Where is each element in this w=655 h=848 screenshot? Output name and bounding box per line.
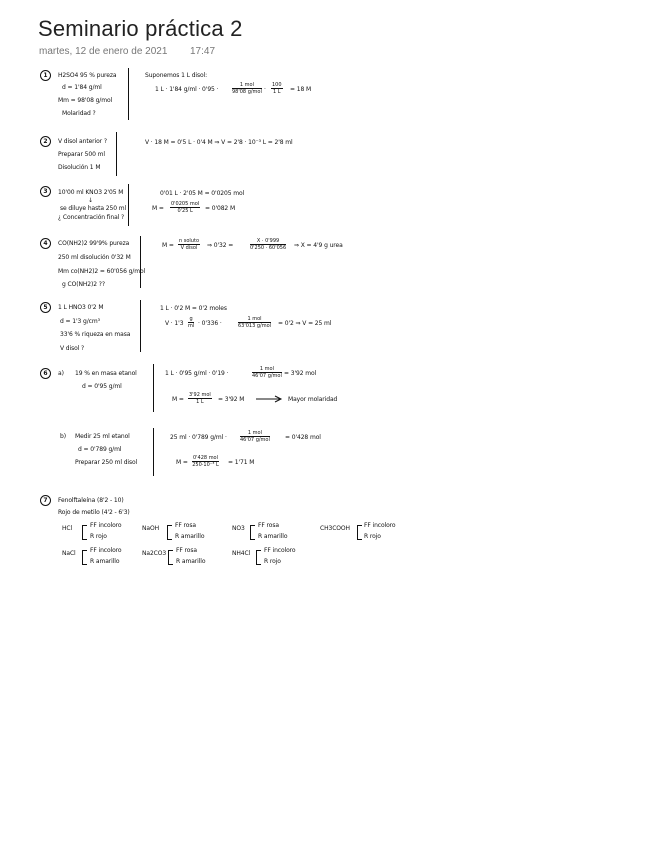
given-line: H2SO4 95 % pureza bbox=[58, 72, 117, 79]
given-line: Disolución 1 M bbox=[58, 164, 101, 171]
part-label: a) bbox=[58, 370, 64, 377]
fraction-numerator: 0'0205 mol bbox=[171, 201, 200, 207]
r-result: R rojo bbox=[90, 533, 107, 540]
work-line: ⇒ 0'32 = bbox=[207, 242, 234, 249]
result: = 18 M bbox=[290, 86, 312, 93]
fraction-denominator: ml bbox=[188, 323, 195, 329]
r-result: R amarillo bbox=[176, 558, 206, 565]
compound-label: NaCl bbox=[62, 550, 76, 557]
given-line: d = 1'84 g/ml bbox=[62, 84, 102, 91]
fraction bbox=[188, 316, 194, 329]
compound-label: CH3COOH bbox=[320, 525, 350, 532]
fraction-denominator: V disol bbox=[180, 245, 198, 251]
fraction bbox=[170, 201, 200, 214]
fraction bbox=[252, 366, 282, 379]
fraction-numerator: 1 mol bbox=[238, 316, 271, 323]
r-result: R amarillo bbox=[90, 558, 120, 565]
compound-label: NO3 bbox=[232, 525, 245, 532]
divider-line bbox=[128, 68, 129, 120]
bracket-icon bbox=[82, 525, 87, 540]
work-line: 0'01 L · 2'05 M = 0'0205 mol bbox=[160, 190, 245, 197]
annotation: Mayor molaridad bbox=[288, 396, 338, 403]
given-line: 19 % en masa etanol bbox=[75, 370, 137, 377]
work-line: M = bbox=[172, 396, 184, 403]
result: = 1'71 M bbox=[228, 459, 255, 466]
fraction-numerator: g bbox=[189, 316, 193, 322]
given-line: se diluye hasta 250 ml bbox=[60, 205, 127, 212]
fraction-numerator: 1 mol bbox=[252, 366, 282, 373]
fraction bbox=[250, 238, 286, 251]
ff-result: FF incoloro bbox=[90, 522, 122, 529]
problem-number: 2 bbox=[40, 136, 51, 147]
fraction bbox=[238, 316, 271, 329]
fraction-denominator: 98'08 g/mol bbox=[232, 89, 262, 95]
bracket-icon bbox=[256, 550, 261, 565]
fraction-denominator: 1 L bbox=[272, 89, 281, 95]
problem-number: 7 bbox=[40, 495, 51, 506]
result: ⇒ X = 4'9 g urea bbox=[294, 242, 343, 249]
given-line: V disol ? bbox=[60, 345, 85, 352]
given-line: 33'6 % riqueza en masa bbox=[60, 331, 131, 338]
work-line: V · 18 M = 0'5 L · 0'4 M ⇒ V = 2'8 · 10⁻³ L = 2'8 ml bbox=[145, 139, 293, 146]
divider-line bbox=[116, 132, 117, 176]
work-line: 25 ml · 0'789 g/ml · bbox=[170, 434, 227, 441]
problem-number: 4 bbox=[40, 238, 51, 249]
divider-line bbox=[153, 428, 154, 476]
problem-number: 6 bbox=[40, 368, 51, 379]
fraction-denominator: 1 L bbox=[196, 399, 204, 405]
work-line: M = bbox=[162, 242, 174, 249]
given-line: d = 1'3 g/cm³ bbox=[60, 318, 100, 325]
ff-result: FF rosa bbox=[175, 522, 196, 529]
ff-result: FF incoloro bbox=[90, 547, 122, 554]
given-line: V disol anterior ? bbox=[58, 138, 107, 145]
fraction-numerator: n soluto bbox=[179, 238, 199, 244]
fraction-numerator: X · 0'999 bbox=[250, 238, 286, 245]
given-line: 10'00 ml KNO3 2'05 M bbox=[58, 189, 124, 196]
given-line: g CO(NH2)2 ?? bbox=[62, 281, 105, 288]
divider-line bbox=[153, 364, 154, 412]
indicator-header: Rojo de metilo (4'2 - 6'3) bbox=[58, 509, 130, 516]
fraction-denominator: 0'25 L bbox=[177, 208, 193, 214]
work-line: 1 L · 0'95 g/ml · 0'19 · bbox=[165, 370, 229, 377]
fraction bbox=[188, 392, 212, 405]
result: = 3'92 mol bbox=[284, 370, 317, 377]
given-line: Preparar 250 ml disol bbox=[75, 459, 138, 466]
divider-line bbox=[140, 300, 141, 352]
result: = 0'2 ⇒ V = 25 ml bbox=[278, 320, 332, 327]
compound-label: NaOH bbox=[142, 525, 159, 532]
compound-label: NH4Cl bbox=[232, 550, 251, 557]
work-line: 1 L · 0'2 M = 0'2 moles bbox=[160, 305, 227, 312]
note-date: martes, 12 de enero de 2021 bbox=[39, 46, 168, 57]
given-line: ↓ bbox=[88, 197, 93, 204]
bracket-icon bbox=[250, 525, 255, 540]
work-line: M = bbox=[152, 205, 164, 212]
given-line: Mm co(NH2)2 = 60'056 g/mol bbox=[58, 268, 146, 275]
fraction-numerator: 1 mol bbox=[240, 430, 270, 437]
compound-label: HCl bbox=[62, 525, 73, 532]
r-result: R rojo bbox=[264, 558, 281, 565]
fraction bbox=[192, 455, 219, 468]
given-line: d = 0'789 g/ml bbox=[78, 446, 122, 453]
compound-label: Na2CO3 bbox=[142, 550, 167, 557]
fraction-numerator: 0'428 mol bbox=[193, 455, 219, 461]
given-line: d = 0'95 g/ml bbox=[82, 383, 122, 390]
work-line: M = bbox=[176, 459, 188, 466]
work-line: · 0'336 · bbox=[198, 320, 222, 327]
work-line: V · 1'3 bbox=[165, 320, 184, 327]
given-line: Molaridad ? bbox=[62, 110, 96, 117]
fraction bbox=[178, 238, 200, 251]
r-result: R rojo bbox=[364, 533, 381, 540]
fraction-denominator: 0'250 · 60'056 bbox=[250, 245, 287, 251]
fraction bbox=[240, 430, 270, 443]
fraction-numerator: 1 mol bbox=[232, 82, 262, 89]
work-line: Suponemos 1 L disol: bbox=[145, 72, 208, 79]
fraction-denominator: 250·10⁻³ L bbox=[192, 462, 219, 468]
given-line: 250 ml disolución 0'32 M bbox=[58, 254, 131, 261]
bracket-icon bbox=[357, 525, 362, 540]
indicator-header: Fenolftaleína (8'2 - 10) bbox=[58, 497, 124, 504]
given-line: CO(NH2)2 99'9% pureza bbox=[58, 240, 130, 247]
fraction bbox=[232, 82, 262, 95]
problem-number: 3 bbox=[40, 186, 51, 197]
given-line: 1 L HNO3 0'2 M bbox=[58, 304, 104, 311]
result: = 3'92 M bbox=[218, 396, 245, 403]
ff-result: FF incoloro bbox=[264, 547, 296, 554]
result: = 0'082 M bbox=[205, 205, 236, 212]
page-title: Seminario práctica 2 bbox=[38, 16, 243, 41]
given-line: Mm = 98'08 g/mol bbox=[58, 97, 113, 104]
fraction bbox=[271, 82, 283, 95]
fraction-numerator: 3'92 mol bbox=[189, 392, 211, 398]
work-line: 1 L · 1'84 g/ml · 0'95 · bbox=[155, 86, 219, 93]
arrow-right-icon bbox=[255, 395, 283, 403]
r-result: R amarillo bbox=[175, 533, 205, 540]
problem-number: 5 bbox=[40, 302, 51, 313]
note-time: 17:47 bbox=[190, 46, 216, 57]
divider-line bbox=[128, 184, 129, 226]
fraction-denominator: 46'07 g/mol bbox=[240, 437, 270, 443]
r-result: R amarillo bbox=[258, 533, 288, 540]
ff-result: FF rosa bbox=[258, 522, 279, 529]
ff-result: FF incoloro bbox=[364, 522, 396, 529]
bracket-icon bbox=[167, 525, 172, 540]
given-line: Preparar 500 ml bbox=[58, 151, 105, 158]
given-line: ¿ Concentración final ? bbox=[58, 214, 125, 221]
fraction-denominator: 46'07 g/mol bbox=[252, 373, 282, 379]
result: = 0'428 mol bbox=[285, 434, 321, 441]
given-line: Medir 25 ml etanol bbox=[75, 433, 130, 440]
fraction-numerator: 100 bbox=[272, 82, 282, 88]
fraction-denominator: 63'013 g/mol bbox=[238, 323, 272, 329]
part-label: b) bbox=[60, 433, 66, 440]
bracket-icon bbox=[82, 550, 87, 565]
bracket-icon bbox=[168, 550, 173, 565]
ff-result: FF rosa bbox=[176, 547, 197, 554]
problem-number: 1 bbox=[40, 70, 51, 81]
divider-line bbox=[140, 236, 141, 288]
